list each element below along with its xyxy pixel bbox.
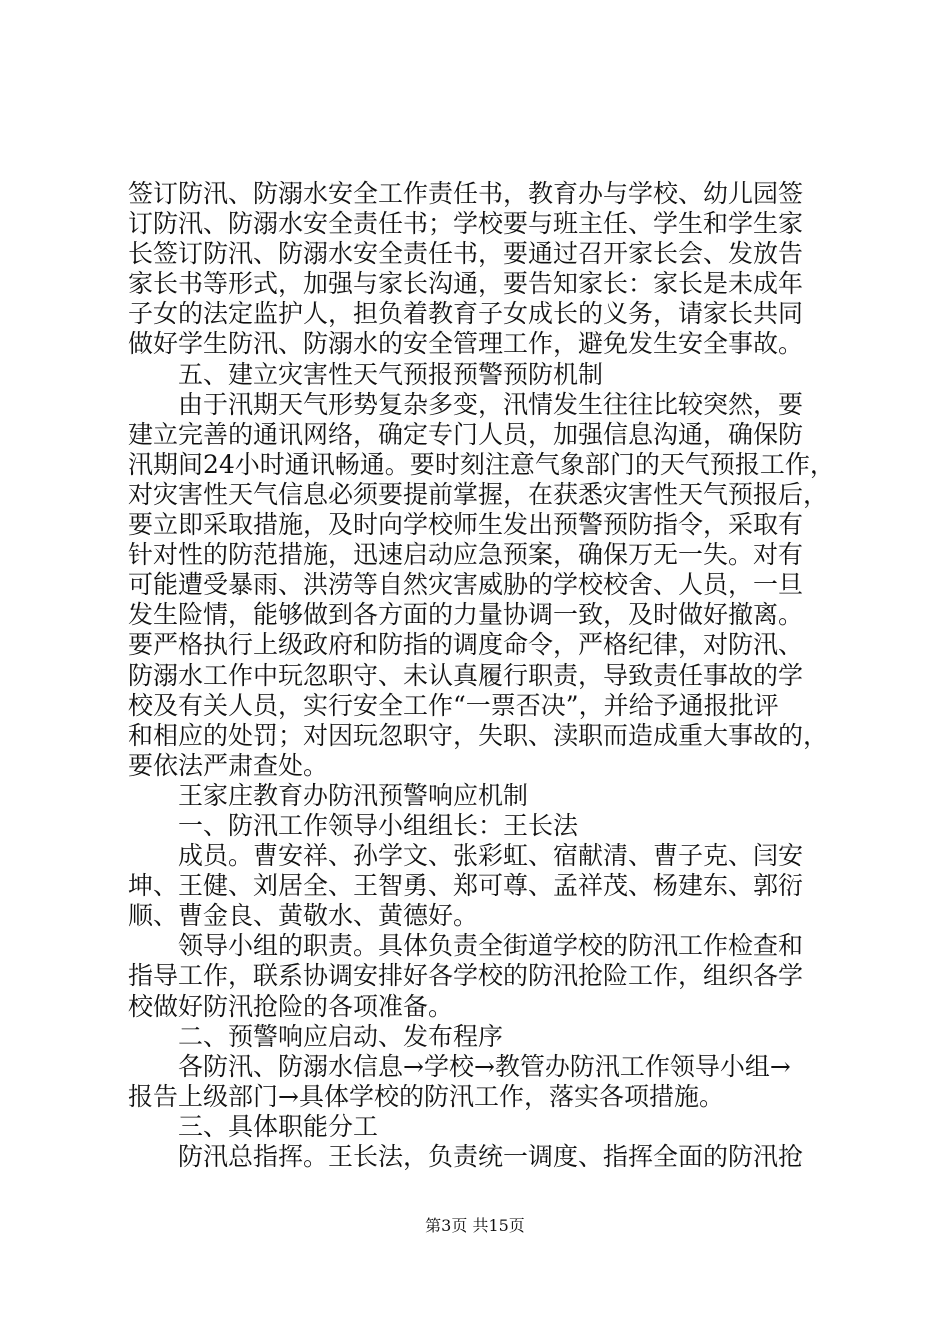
text-line: 长签订防汛、防溺水安全责任书，要通过召开家长会、发放告 xyxy=(128,239,804,269)
text-line: 可能遭受暴雨、洪涝等自然灾害威胁的学校校舍、人员，一旦 xyxy=(128,570,804,600)
text-line: 指导工作，联系协调安排好各学校的防汛抢险工作，组织各学 xyxy=(128,961,804,991)
text-line: 针对性的防范措施，迅速启动应急预案，确保万无一失。对有 xyxy=(128,540,804,570)
text-line: 王家庄教育办防汛预警响应机制 xyxy=(128,780,529,810)
text-line: 三、具体职能分工 xyxy=(128,1111,379,1141)
text-line: 防汛总指挥。王长法，负责统一调度、指挥全面的防汛抢 xyxy=(128,1142,804,1171)
text-line: 签订防汛、防溺水安全工作责任书，教育办与学校、幼儿园签 xyxy=(128,179,804,208)
text-line: 各防汛、防溺水信息→学校→教管办防汛工作领导小组→ xyxy=(128,1051,791,1081)
text-line: 汛期间24小时通讯畅通。要时刻注意气象部门的天气预报工作， xyxy=(128,449,835,479)
text-line: 要严格执行上级政府和防指的调度命令，严格纪律，对防汛、 xyxy=(128,630,804,660)
text-line: 家长书等形式，加强与家长沟通，要告知家长：家长是未成年 xyxy=(128,269,804,299)
text-line: 报告上级部门→具体学校的防汛工作，落实各项措施。 xyxy=(128,1081,724,1111)
text-line: 要依法严肃查处。 xyxy=(128,750,329,780)
text-line: 对灾害性天气信息必须要提前掌握，在获悉灾害性天气预报后， xyxy=(128,479,829,509)
document-body xyxy=(128,179,848,1172)
text-line: 顺、曹金良、黄敬水、黄德好。 xyxy=(128,901,479,931)
text-line: 发生险情，能够做到各方面的力量协调一致，及时做好撤离。 xyxy=(128,600,804,630)
page-footer: 第3页 共15页 xyxy=(425,1216,525,1235)
text-line: 一、防汛工作领导小组组长：王长法 xyxy=(128,810,579,840)
text-line: 领导小组的职责。具体负责全街道学校的防汛工作检查和 xyxy=(128,931,804,961)
text-line: 和相应的处罚；对因玩忽职守，失职、渎职而造成重大事故的， xyxy=(128,720,829,750)
text-line: 防溺水工作中玩忽职守、未认真履行职责，导致责任事故的学 xyxy=(128,660,804,690)
text-line: 校及有关人员，实行安全工作“一票否决”，并给予通报批评 xyxy=(128,690,779,720)
text-line: 由于汛期天气形势复杂多变，汛情发生往往比较突然，要 xyxy=(128,389,804,419)
text-line: 要立即采取措施，及时向学校师生发出预警预防指令，采取有 xyxy=(128,510,804,540)
text-line: 做好学生防汛、防溺水的安全管理工作，避免发生安全事故。 xyxy=(128,329,804,359)
text-line: 二、预警响应启动、发布程序 xyxy=(128,1021,504,1051)
text-line: 订防汛、防溺水安全责任书；学校要与班主任、学生和学生家 xyxy=(128,209,804,239)
text-line: 五、建立灾害性天气预报预警预防机制 xyxy=(128,359,604,389)
text-line: 成员。曹安祥、孙学文、张彩虹、宿献清、曹子克、闫安 xyxy=(128,841,804,871)
text-line: 子女的法定监护人，担负着教育子女成长的义务，请家长共同 xyxy=(128,299,804,329)
text-line: 校做好防汛抢险的各项准备。 xyxy=(128,991,454,1021)
text-line: 建立完善的通讯网络，确定专门人员，加强信息沟通，确保防 xyxy=(128,419,804,449)
text-line: 坤、王健、刘居全、王智勇、郑可尊、孟祥茂、杨建东、郭衍 xyxy=(128,871,804,901)
